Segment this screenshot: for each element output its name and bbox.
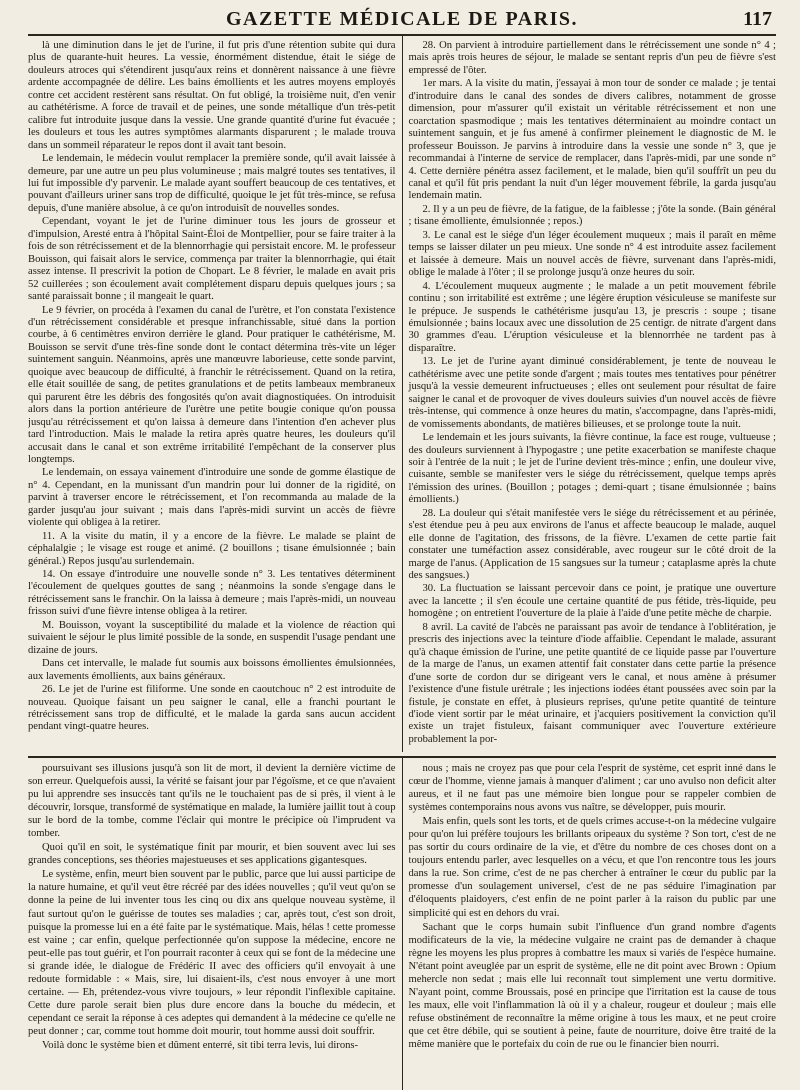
paragraph: 14. On essaye d'introduire une nouvelle sonde n° 3. Les tentatives déterminent l'écoulement de quelques gouttes de sang ; néanmoins la sonde s'engage dans le rétrécissement sans le franchir. On la laissa à demeure ; mais l'après-midi, un nouveau frisson suivi d'une fièvre intense obligea à la retirer. (28, 569, 396, 618)
upper-right-column (403, 36, 777, 752)
paragraph: 1er mars. A la visite du matin, j'essayai à mon tour de sonder ce malade ; je tentai d'introduire dans le canal des sondes de divers calibres, notamment de grosse dimension, pour m'assurer qu'il existait un véritable rétrécissement et non une coarctation spasmodique ; mais les tentatives déterminaient au moindre contact un suintement sanguin, et je fus amené à confirmer pleinement le diagnostic de M. le professeur Bouisson. Je parvins à introduire dans la vessie une sonde n° 3, que je recommandai à l'interne de service de remplacer, dans l'après-midi, par une sonde n° 4. Cette dernière pénétra assez facilement, et le malade, bien qu'il souffrît un peu du canal et qu'il fût pris pendant la nuit d'un léger mouvement fébrile, la garda jusqu'au lendemain matin. (408, 78, 776, 202)
paragraph: 8 avril. La cavité de l'abcès ne paraissant pas avoir de tendance à l'oblitération, je prescris des injections avec la teinture d'iode affaiblie. Cependant le malade, assurant qu'à chaque émission de l'urine, une petite quantité de ce liquide passe par l'ouverture de la marge de l'anus, un examen attentif fait constater dans cette partie la présence d'une sorte de cordon dur se dirigeant vers le canal, et nous amène à présumer l'existence d'une fistule urétrale ; les injections iodées étant poussées avec soin par la fistule, je constate en effet, à plusieurs reprises, qu'une petite quantité de teinture d'iode vient sortir par le méat urinaire, et j'acquiers positivement la conviction qu'il existe un trajet fistuleux, faisant communiquer avec l'ouverture extérieure probablement la por- (408, 621, 776, 745)
paragraph: Le 9 février, on procéda à l'examen du canal de l'urètre, et l'on constata l'existence d'un rétrécissement considérable et presque infranchissable, situé dans la portion courbe, à 6 centimètres environ derrière le gland. Pour pratiquer le cathétérisme, M. Bouisson se servit d'une très-fine sonde dont le contact détermina très-vite un léger suintement sanguin. Néanmoins, après une manœuvre laborieuse, cette sonde parvint, quoique avec beaucoup de difficulté, à franchir le rétrécissement. Quand on la retira, elle était souillée de sang, de petites granulations et de petits lambeaux membraneux qui parurent être les débris des fongosités qu'on avait diagnostiquées. On introduisit alors dans la portion antérieure de l'urètre une petite bougie conique qu'on poussa jusqu'au rétrécissement et qu'on laissa à demeure dans l'intention d'en achever plus tard l'introduction. Mais le malade la retira après quatre heures, les douleurs qu'il accusait dans le canal et son extrême irritabilité l'empêchant de la conserver plus longtemps. (28, 304, 396, 465)
upper-left-column (28, 36, 403, 752)
paragraph: 4. L'écoulement muqueux augmente ; le malade a un petit mouvement fébrile continu ; son irritabilité est extrême ; une légère éruption vésiculeuse se manifeste sur le prépuce. Je suspends le cathétérisme jusqu'au 13, je prescris : soupe ; tisane émulsionnée ; bains locaux avec une dissolution de 25 centigr. de nitrate d'argent dans 30 grammes d'eau. L'éruption vésiculeuse et la blennorrhée ne tardent pas à disparaître. (408, 280, 776, 354)
page-number: 117 (743, 8, 772, 30)
paragraph: Le lendemain, le médecin voulut remplacer la première sonde, qu'il avait laissée à demeure, par une autre un peu plus volumineuse ; mais malgré toutes ses tentatives, il lui fut impossible d'y parvenir. Le malade ayant souffert beaucoup de ces tentatives, et pouvant d'ailleurs uriner sans trop de difficulté, quoique le jet fût très-mince, se refusa depuis, d'une manière absolue, à ce qu'on introduisît de nouvelles sondes. (28, 153, 396, 214)
paragraph: nous ; mais ne croyez pas que pour cela l'esprit de système, cet esprit inné dans le cœur de l'homme, vienne jamais à manquer d'aliment ; car uno avulso non deficit alter aureus, et il ne faut pas une mémoire bien longue pour se rappeler combien de systèmes contemporains nous avons vus naître, se développer, puis mourir. (408, 763, 776, 814)
paragraph: Quoi qu'il en soit, le systématique finit par mourir, et bien souvent avec lui ses grandes conceptions, ses théories majestueuses et ses applications gigantesques. (28, 842, 396, 867)
paragraph: Le lendemain et les jours suivants, la fièvre continue, la face est rouge, vultueuse ; des douleurs surviennent à l'hypogastre ; une petite exacerbation se manifeste chaque soir à l'entrée de la nuit ; le jet de l'urine devient très-mince ; enfin, une douleur vive, cuisante, semble se manifester vers le siége du rétrécissement, quelque temps après l'émission des urines. (Bouillon ; potages ; demi-quart ; tisane émulsionnée ; bains émollients.) (408, 432, 776, 506)
lower-right-column (403, 758, 777, 1090)
paragraph: 30. La fluctuation se laissant percevoir dans ce point, je pratique une ouverture avec la lancette ; il s'en écoule une certaine quantité de pus fétide, très-liquide, peu homogène ; on entretient l'ouverture de la plaie à l'aide d'une petite mèche de charpie. (408, 583, 776, 620)
page-header (28, 6, 776, 36)
lower-section (28, 758, 776, 1090)
paragraph: 13. Le jet de l'urine ayant diminué considérablement, je tente de nouveau le cathétérisme avec une petite sonde d'argent ; mais toutes mes tentatives pour pénétrer jusqu'à la vessie demeurent infructueuses ; elles ont seulement pour résultat de faire saigner le canal et de provoquer de vives douleurs suivies d'un nouvel accès de fièvre très-intense, qui commence à onze heures du matin, s'accompagne, dans l'après-midi, de vomissements abondants, de matières bilieuses, et se prolonge toute la nuit. (408, 356, 776, 430)
lower-left-column (28, 758, 403, 1090)
paragraph: M. Bouisson, voyant la susceptibilité du malade et la violence de réaction qui suivaient le séjour le plus limité possible de la sonde, en suspendit l'usage pendant une dizaine de jours. (28, 619, 396, 656)
paragraph: 28. On parvient à introduire partiellement dans le rétrécissement une sonde n° 4 ; mais après trois heures de séjour, le malade se sentant repris d'un peu de fièvre s'est empressé de l'ôter. (408, 40, 776, 76)
paragraph: Le système, enfin, meurt bien souvent par le public, parce que lui aussi participe de la nature humaine, et qu'il veut être récréé par des idées nouvelles ; qu'il veut qu'on se donne la peine de lui inventer tous les cinq ou dix ans quelque nouveau système, il faut surtout qu'on le guérisse de toutes ses maladies ; car, après tout, c'est son droit, puisque la promesse lui en a été faite par le systématique. Mais, hélas ! cette promesse est vaine ; car enfin, quelque perfectionnée qu'on suppose la médecine, encore ne peut-elle pas tout guérir, et l'on pourrait raconter à ceux qui se font de la médecine une si grande idée, le dialogue de Frédéric II avec des officiers qu'il envoyait à une redoute formidable : « Mais, sire, lui disaient-ils, c'est nous envoyer à une mort certaine. — Eh, prétendez-vous vivre toujours, » leur répondit l'inflexible capitaine. Cette dure parole serait bien plus dure encore dans la bouche du médecin, et cependant ce serait la réponse à ces adeptes qui demandent à la médecine ce qu'elle ne peut donner ; car, comme tout homme doit mourir, tout homme aussi doit souffrir. (28, 869, 396, 1037)
paragraph: 3. Le canal est le siége d'un léger écoulement muqueux ; mais il paraît en même temps se laisser dilater un peu mieux. Une sonde n° 4 est introduite assez facilement et laissée à demeure. Mais un nouvel accès de fièvre, survenant dans l'après-midi, oblige le malade à l'ôter ; il se prolonge jusqu'à onze heures du soir. (408, 229, 776, 279)
paragraph: poursuivant ses illusions jusqu'à son lit de mort, il devient la dernière victime de son erreur. Quelquefois aussi, la vérité se faisant jour par l'égoïsme, et ce que n'avaient pu lui apprendre ses insuccès tant qu'ils ne le touchaient pas de si près, il vient à le découvrir, lorsque, transformé de systématique en malade, la lumière jaillit tout à coup sur le bord de la tombe, comme l'éclair qui montre le précipice où l'imprudent va tomber. (28, 763, 396, 840)
upper-section (28, 36, 776, 758)
paragraph: 11. A la visite du matin, il y a encore de la fièvre. Le malade se plaint de céphalalgie ; le visage est rouge et animé. (2 bouillons ; tisane émulsionnée ; bain général.) Repos jusqu'au surlendemain. (28, 530, 396, 567)
paragraph: 26. Le jet de l'urine est filiforme. Une sonde en caoutchouc n° 2 est introduite de nouveau. Quoique faisant un peu saigner le canal, elle a franchi pourtant le rétrécissement sans trop de difficulté, et le malade la garda sans aucun accident pendant vingt-quatre heures. (28, 684, 396, 733)
paragraph: 28. La douleur qui s'était manifestée vers le siége du rétrécissement et au périnée, s'est étendue peu à peu aux environs de l'anus et affecte beaucoup le malade, auquel elle donne de l'agitation, des frissons, de la fièvre. L'examen de cette partie fait constater une tuméfaction assez considérable, avec rougeur sur le côté droit de la marge de l'anus. (Application de 15 sangsues sur la tumeur ; cataplasme après la chute des sangsues.) (408, 507, 776, 582)
paragraph: Voilà donc le système bien et dûment enterré, sit tibi terra levis, lui dirons- (42, 1039, 359, 1051)
paragraph: Mais enfin, quels sont les torts, et de quels crimes accuse-t-on la médecine vulgaire pour qu'on lui préfère toujours les brillants oripeaux du système ? Son tort, c'est de ne pas sortir du cours ordinaire de la vie, et d'être du nombre de ces choses dont on a toujours entendu parler, avec lesquelles on a vécu, et que l'on rencontre tous les jours dans la rue. Son crime, c'est de ne pas chercher à entraîner le cœur du public par la promesse d'un soulagement universel, c'est de ne pas séduire l'imagination par d'éloquents plaidoyers, c'est enfin de ne point parler à la raison du public par une simplicité qui est en dehors du vrai. (408, 816, 776, 919)
paragraph: Sachant que le corps humain subit l'influence d'un grand nombre d'agents modificateurs de la vie, la médecine vulgaire ne craint pas de demander à chaque règne les moyens les plus propres à combattre les maux si variés de l'espèce humaine. N'étant point aveuglée par un esprit de système, elle ne dit point avec Brown : Opium mehercle non sedat ; mais elle lui reconnaît tout simplement une vertu dormitive. N'ayant point, comme Broussais, posé en principe que l'irritation est la cause de tous les maux, elle voit l'inflammation là où il y a chaleur, rougeur et douleur ; mais elle refuse obstinément de reconnaître la même origine à tous les maux, et ne peut croire que cet être débile, qui se soutient à peine, faute de nourriture, doive être traité de la même manière que le portefaix du coin de rue ou le financier bien nourri. (408, 921, 776, 1050)
paragraph: Cependant, voyant le jet de l'urine diminuer tous les jours de grosseur et d'impulsion, Aresté entra à l'hôpital Saint-Éloi de Montpellier, pour se faire traiter à la fois de son rétrécissement et de la blennorrhagie qui persistait encore. M. le professeur Bouisson, qui faisait alors le service, commença par traiter la blennorrhagie, qui était assez intense. Il prescrivit la potion de Chopart. Le 8 février, le malade en avait pris 52 cuillerées ; son écoulement avait complétement disparu depuis quelques jours ; sa santé paraissait bonne ; il mangeait le quart. (28, 216, 396, 303)
paragraph: 2. Il y a un peu de fièvre, de la fatigue, de la faiblesse ; j'ôte la sonde. (Bain général ; tisane émolliente, émulsionnée ; repos.) (408, 203, 776, 228)
paragraph: Dans cet intervalle, le malade fut soumis aux boissons émollientes émulsionnées, aux lavements émollients, aux bains généraux. (28, 658, 396, 682)
paragraph: là une diminution dans le jet de l'urine, il fut pris d'une rétention subite qui dura plus de quarante-huit heures. La vessie, énormément distendue, était le siége de douleurs atroces qui s'étendirent jusqu'aux reins et donnèrent naissance à une fièvre ardente accompagnée de délire. Les bains émollients et les autres moyens employés contre cet accident restèrent sans résultat. On fut obligé, la troisième nuit, d'en venir au cathétérisme. A force de travail et de peines, une sonde métallique d'un très-petit calibre fut introduite jusque dans la vessie. Une grande quantité d'urine fut évacuée ; les douleurs et tous les autres symptômes alarmants disparurent ; le malade trouva dans un sommeil réparateur le repos dont il avait tant besoin. (28, 40, 396, 151)
paragraph: Le lendemain, on essaya vainement d'introduire une sonde de gomme élastique de n° 4. Cependant, en la munissant d'un mandrin pour lui donner de la rigidité, on parvint à traverser encore le rétrécissement, et l'on recommanda au malade de la garder jusqu'au jour suivant ; mais dans l'après-midi survint un accès de fièvre violente qui obligea à la retirer. (28, 467, 396, 529)
journal-title: GAZETTE MÉDICALE DE PARIS. (225, 8, 579, 30)
